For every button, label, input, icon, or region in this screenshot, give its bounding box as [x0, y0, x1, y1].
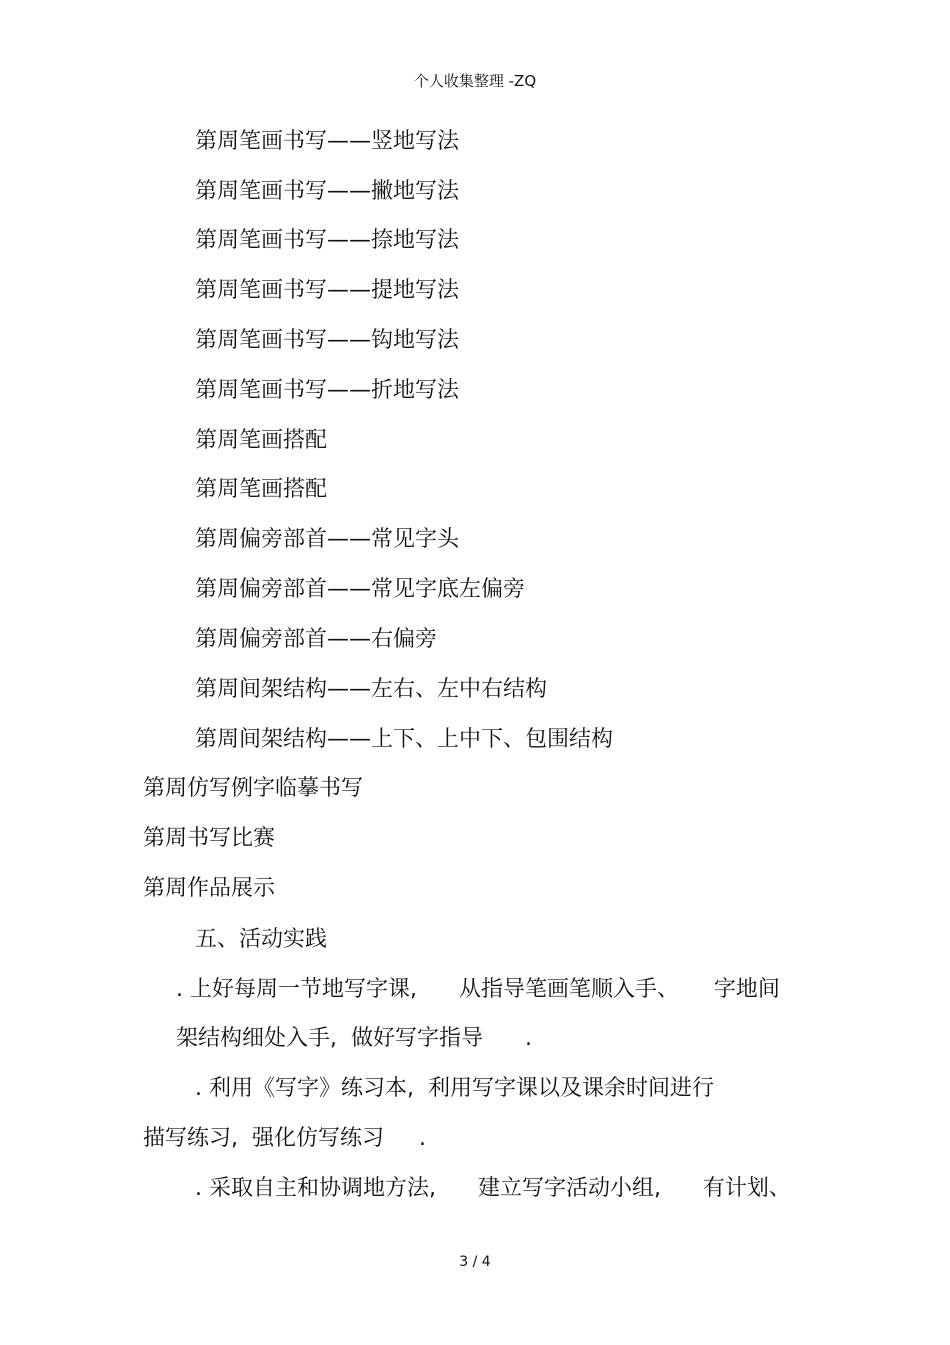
text-line: 第周偏旁部首——常见字底左偏旁 — [195, 577, 526, 602]
text-line: 第周笔画书写——折地写法 — [195, 378, 460, 403]
text-line: 第周偏旁部首——右偏旁 — [195, 627, 438, 652]
text-line: 第周笔画搭配 — [195, 477, 328, 502]
text-line: 第周作品展示 — [143, 876, 276, 901]
text-line: . 采取自主和协调地方法, 建立写字活动小组, 有计划、 — [195, 1176, 791, 1201]
text-line: 第周笔画搭配 — [195, 428, 328, 453]
text-line: 第周笔画书写——提地写法 — [195, 278, 460, 303]
text-line: . 利用《写字》练习本, 利用写字课以及课余时间进行 — [195, 1076, 714, 1101]
text-line: 架结构细处入手, 做好写字指导 . — [176, 1026, 532, 1051]
text-line: 第周间架结构——左右、左中右结构 — [195, 677, 548, 702]
text-line: 第周书写比赛 — [143, 826, 276, 851]
page-number: 3 / 4 — [459, 1254, 491, 1270]
text-line: 描写练习, 强化仿写练习 . — [143, 1126, 426, 1151]
page-header: 个人收集整理 -ZQ — [413, 72, 537, 90]
text-line: 第周笔画书写——撇地写法 — [195, 179, 460, 204]
text-line: 第周笔画书写——钩地写法 — [195, 328, 460, 353]
text-line: 第周笔画书写——捺地写法 — [195, 228, 460, 253]
text-line: 第周偏旁部首——常见字头 — [195, 527, 460, 552]
text-line: 第周仿写例字临摹书写 — [143, 776, 364, 801]
section-heading: 五、活动实践 — [195, 927, 328, 952]
text-line: . 上好每周一节地写字课, 从指导笔画笔顺入手、 字地间 — [176, 977, 780, 1002]
text-line: 第周笔画书写——竖地写法 — [195, 129, 460, 154]
text-line: 第周间架结构——上下、上中下、包围结构 — [195, 727, 614, 752]
